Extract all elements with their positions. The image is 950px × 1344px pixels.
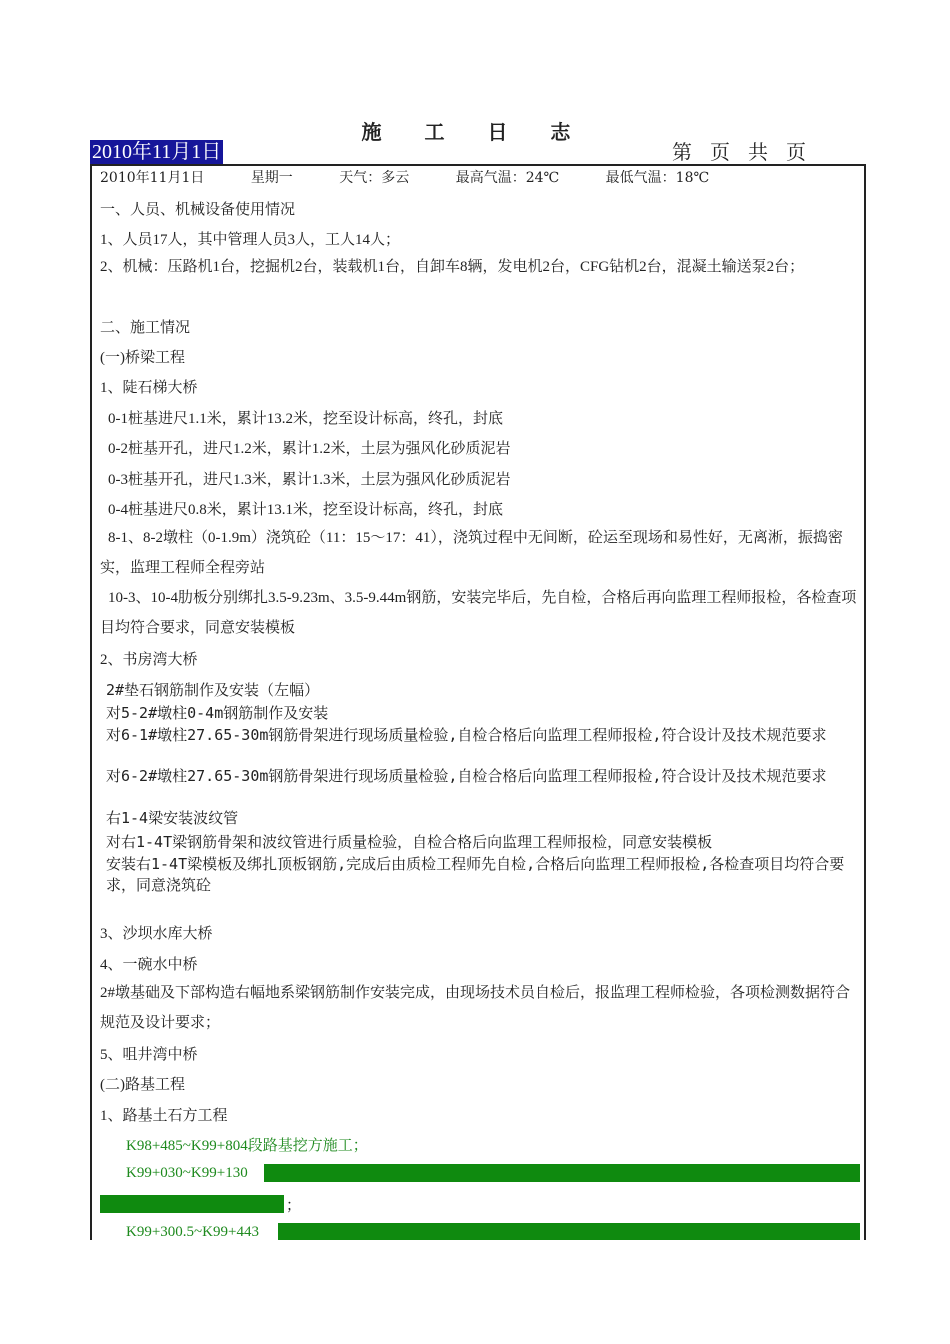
bridge-2-item-4: 对6-2#墩柱27.65-30m钢筋骨架进行现场质量检验,自检合格后向监理工程师报检,符合设计及技术规范要求 <box>106 767 827 785</box>
bridge-2-item-3: 对6-1#墩柱27.65-30m钢筋骨架进行现场质量检验,自检合格后向监理工程师报检,符合设计及技术规范要求 <box>106 726 827 744</box>
roadbed-1-title: 1、路基土石方工程 <box>100 1108 228 1124</box>
bridge-1-item-3: 0-3桩基开孔，进尺1.3米，累计1.3米，土层为强风化砂质泥岩 <box>108 472 511 488</box>
header-weather: 天气：多云 <box>339 170 410 186</box>
roadbed-1-item-3: K99+300.5~K99+443 <box>126 1224 259 1240</box>
bridge-1-title: 1、陡石梯大桥 <box>100 380 198 396</box>
page-label-1: 第 <box>672 140 692 164</box>
date-highlight: 2010年11月1日 <box>92 141 222 163</box>
log-header-row <box>100 168 751 188</box>
header-min-temp: 最低气温：18℃ <box>605 170 710 186</box>
roadbed-1-item-2: K99+030~K99+130 <box>126 1165 248 1181</box>
bridge-2-item-1: 2#垫石钢筋制作及安装（左幅） <box>106 681 320 699</box>
bridge-2-item-6: 对右1-4T梁钢筋骨架和波纹管进行质量检验，自检合格后向监理工程师报检，同意安装模板 <box>106 833 713 851</box>
page-label-4: 页 <box>786 140 806 164</box>
bridge-1-item-5: 8-1、8-2墩柱（0-1.9m）浇筑砼（11：15～17：41），浇筑过程中无间断，砼运至现场和易性好，无离淅，振捣密实，监理工程师全程旁站 <box>100 530 843 576</box>
section-construction: 二、施工情况 <box>100 320 191 336</box>
bridge-1-item-6: 10-3、10-4肋板分别绑扎3.5-9.23m、3.5-9.44m钢筋，安装完毕后，先自检，合格后再向监理工程师报检，各检查项目均符合要求，同意安装模板 <box>100 590 857 636</box>
bridge-3-title: 3、沙坝水库大桥 <box>100 926 213 942</box>
redaction-bar <box>100 1195 284 1213</box>
section-personnel: 一、人员、机械设备使用情况 <box>100 202 296 218</box>
bridge-4-item-1: 2#墩基础及下部构造右幅地系梁钢筋制作安装完成，由现场技术员自检后，报监理工程师检验，各项检测数据符合规范及设计要求； <box>100 985 851 1031</box>
roadbed-works-heading: (二)路基工程 <box>100 1077 185 1093</box>
bridge-1-item-2: 0-2桩基开孔，进尺1.2米，累计1.2米，土层为强风化砂质泥岩 <box>108 441 511 457</box>
redaction-bar <box>264 1164 860 1182</box>
bridge-2-item-5: 右1-4梁安装波纹管 <box>106 809 239 827</box>
document-title: 施 工 日 志 <box>361 120 589 144</box>
bridge-2-title: 2、书房湾大桥 <box>100 652 198 668</box>
machinery-list: 2、机械：压路机1台，挖掘机2台，装载机1台，自卸车8辆，发电机2台，CFG钻机2台，混凝土输送泵2台； <box>100 259 805 275</box>
header-max-temp: 最高气温：24℃ <box>455 170 560 186</box>
bridge-1-item-1: 0-1桩基进尺1.1米，累计13.2米，挖至设计标高，终孔，封底 <box>108 411 503 427</box>
header-weekday: 星期一 <box>250 170 293 186</box>
redaction-bar <box>278 1223 860 1240</box>
page-info <box>672 140 824 165</box>
header-date: 2010年11月1日 <box>100 170 205 186</box>
bridge-2-item-7: 安装右1-4T梁模板及绑扎顶板钢筋,完成后由质检工程师先自检,合格后向监理工程师报检,各检查项目均符合要求，同意浇筑砼 <box>106 855 845 894</box>
roadbed-1-item-2-end: ； <box>286 1198 302 1214</box>
bridge-works-heading: (一)桥梁工程 <box>100 350 185 366</box>
page-label-3: 共 <box>748 140 768 164</box>
roadbed-1-item-1: K98+485~K99+804段路基挖方施工； <box>126 1138 368 1154</box>
bridge-5-title: 5、咀井湾中桥 <box>100 1047 198 1063</box>
bridge-1-item-4: 0-4桩基进尺0.8米，累计13.1米，挖至设计标高，终孔，封底 <box>108 502 503 518</box>
bridge-4-title: 4、一碗水中桥 <box>100 957 198 973</box>
page-label-2: 页 <box>710 140 730 164</box>
log-table <box>90 164 866 1240</box>
bridge-2-item-2: 对5-2#墩柱0-4m钢筋制作及安装 <box>106 704 329 722</box>
personnel-count: 1、人员17人，其中管理人员3人，工人14人； <box>100 232 401 248</box>
